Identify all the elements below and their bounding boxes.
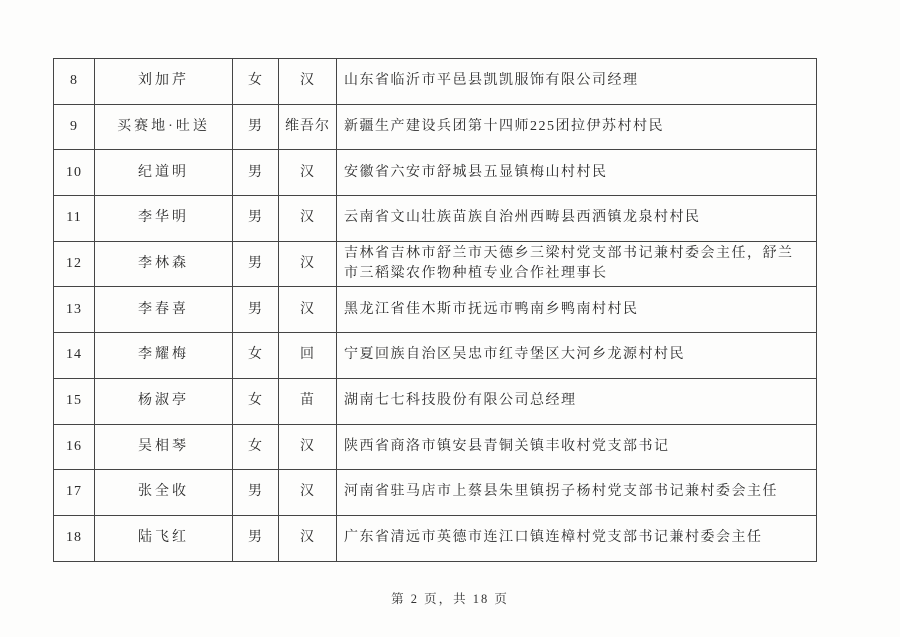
cell-description: 广东省清远市英德市连江口镇连樟村党支部书记兼村委会主任 — [337, 515, 817, 561]
cell-name: 刘加芹 — [95, 59, 233, 105]
cell-serial-number: 8 — [54, 59, 95, 105]
table-row — [54, 104, 817, 150]
table-row — [54, 333, 817, 379]
cell-ethnicity: 汉 — [279, 287, 337, 333]
cell-ethnicity: 汉 — [279, 241, 337, 287]
cell-description: 宁夏回族自治区吴忠市红寺堡区大河乡龙源村村民 — [337, 333, 817, 379]
cell-name: 张全收 — [95, 470, 233, 516]
cell-gender: 男 — [233, 241, 279, 287]
cell-name: 杨淑亭 — [95, 378, 233, 424]
cell-serial-number: 18 — [54, 515, 95, 561]
cell-ethnicity: 汉 — [279, 150, 337, 196]
table-row — [54, 424, 817, 470]
table-row — [54, 241, 817, 287]
cell-name: 纪道明 — [95, 150, 233, 196]
cell-description: 安徽省六安市舒城县五显镇梅山村村民 — [337, 150, 817, 196]
cell-serial-number: 9 — [54, 104, 95, 150]
cell-gender: 女 — [233, 333, 279, 379]
cell-serial-number: 13 — [54, 287, 95, 333]
cell-ethnicity: 汉 — [279, 59, 337, 105]
cell-description: 吉林省吉林市舒兰市天德乡三梁村党支部书记兼村委会主任，舒兰市三稻粱农作物种植专业合作社理事长 — [337, 241, 817, 287]
cell-gender: 男 — [233, 104, 279, 150]
cell-gender: 男 — [233, 196, 279, 242]
cell-ethnicity: 汉 — [279, 196, 337, 242]
cell-serial-number: 11 — [54, 196, 95, 242]
cell-ethnicity: 维吾尔 — [279, 104, 337, 150]
cell-gender: 女 — [233, 378, 279, 424]
cell-ethnicity: 汉 — [279, 515, 337, 561]
cell-serial-number: 17 — [54, 470, 95, 516]
roster-table-body — [54, 59, 817, 562]
cell-name: 李林森 — [95, 241, 233, 287]
cell-serial-number: 12 — [54, 241, 95, 287]
cell-description: 陕西省商洛市镇安县青铜关镇丰收村党支部书记 — [337, 424, 817, 470]
cell-ethnicity: 苗 — [279, 378, 337, 424]
cell-description: 湖南七七科技股份有限公司总经理 — [337, 378, 817, 424]
cell-serial-number: 10 — [54, 150, 95, 196]
table-row — [54, 470, 817, 516]
table-row — [54, 196, 817, 242]
cell-gender: 男 — [233, 150, 279, 196]
table-row — [54, 59, 817, 105]
cell-gender: 女 — [233, 59, 279, 105]
cell-serial-number: 15 — [54, 378, 95, 424]
cell-gender: 男 — [233, 515, 279, 561]
cell-ethnicity: 回 — [279, 333, 337, 379]
cell-name: 李耀梅 — [95, 333, 233, 379]
cell-description: 黑龙江省佳木斯市抚远市鸭南乡鸭南村村民 — [337, 287, 817, 333]
cell-name: 李华明 — [95, 196, 233, 242]
cell-ethnicity: 汉 — [279, 424, 337, 470]
cell-gender: 女 — [233, 424, 279, 470]
cell-serial-number: 16 — [54, 424, 95, 470]
page-number-footer: 第 2 页，共 18 页 — [391, 592, 509, 606]
cell-name: 吴相琴 — [95, 424, 233, 470]
cell-name: 买赛地·吐送 — [95, 104, 233, 150]
cell-name: 李春喜 — [95, 287, 233, 333]
table-row — [54, 378, 817, 424]
roster-table — [53, 58, 817, 562]
cell-description: 河南省驻马店市上蔡县朱里镇拐子杨村党支部书记兼村委会主任 — [337, 470, 817, 516]
cell-gender: 男 — [233, 287, 279, 333]
cell-gender: 男 — [233, 470, 279, 516]
table-row — [54, 515, 817, 561]
table-row — [54, 287, 817, 333]
cell-ethnicity: 汉 — [279, 470, 337, 516]
cell-name: 陆飞红 — [95, 515, 233, 561]
cell-description: 新疆生产建设兵团第十四师225团拉伊苏村村民 — [337, 104, 817, 150]
cell-description: 云南省文山壮族苗族自治州西畴县西洒镇龙泉村村民 — [337, 196, 817, 242]
table-row — [54, 150, 817, 196]
cell-serial-number: 14 — [54, 333, 95, 379]
cell-description: 山东省临沂市平邑县凯凯服饰有限公司经理 — [337, 59, 817, 105]
